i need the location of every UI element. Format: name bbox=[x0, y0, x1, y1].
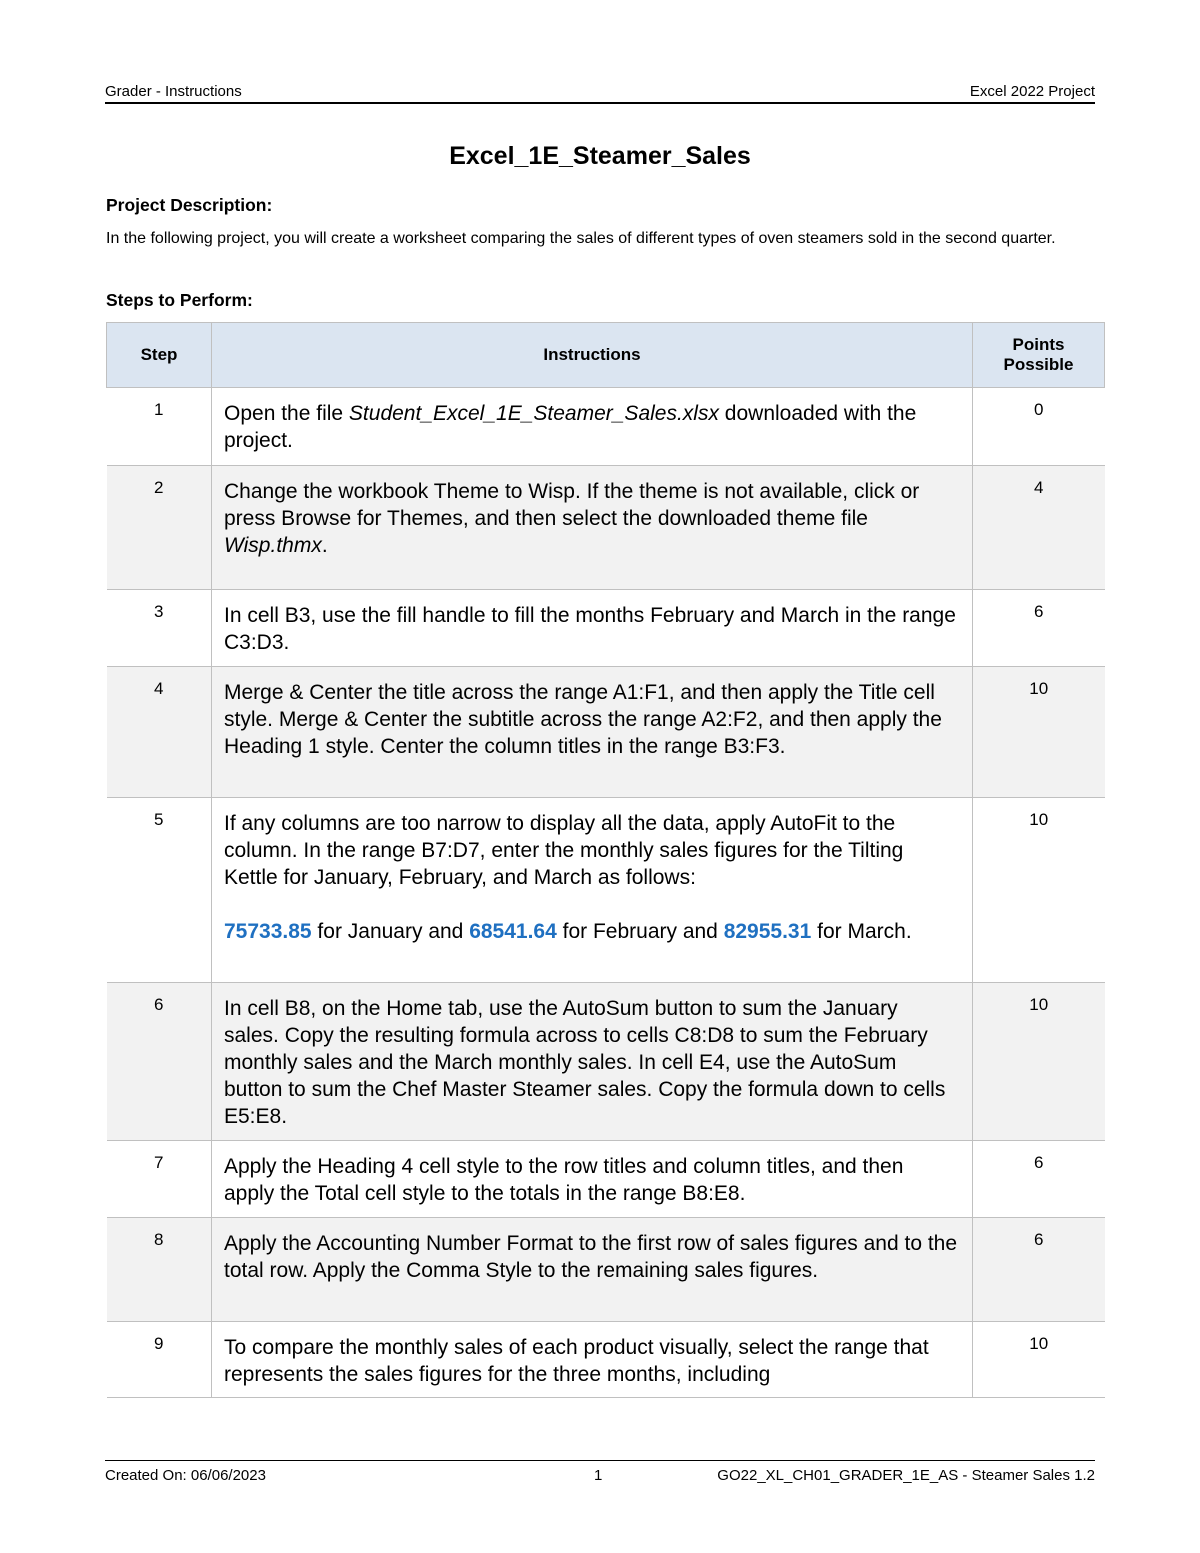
steps-label: Steps to Perform: bbox=[106, 290, 253, 310]
header-left: Grader - Instructions bbox=[105, 83, 242, 100]
step-instructions: Merge & Center the title across the range A1:F1, and then apply the Title cell style. Merge & Center the subtitle across the range A2:F2, and then apply the Heading 1 style. Center the column titles in the range B3:F3. bbox=[212, 667, 973, 798]
step-points: 6 bbox=[973, 590, 1105, 667]
step-number: 6 bbox=[107, 983, 212, 1141]
header-step: Step bbox=[107, 323, 212, 388]
table-row bbox=[107, 590, 1105, 667]
page-number: 1 bbox=[594, 1467, 603, 1484]
step-instructions: In cell B8, on the Home tab, use the AutoSum button to sum the January sales. Copy the resulting formula across to cells C8:D8 to sum the February monthly sales and the March monthly sales. In cell E4, use the AutoSum button to sum the Chef Master Steamer sales. Copy the formula down to cells E5:E8. bbox=[212, 983, 973, 1141]
header-right: Excel 2022 Project bbox=[969, 83, 1095, 100]
step-instructions bbox=[212, 388, 973, 466]
step-number: 8 bbox=[107, 1218, 212, 1322]
step-instructions bbox=[212, 466, 973, 590]
page-footer bbox=[105, 1460, 1095, 1485]
step-points: 6 bbox=[973, 1218, 1105, 1322]
step-instructions: To compare the monthly sales of each product visually, select the range that represents the sales figures for the three months, including bbox=[212, 1322, 973, 1398]
document-code: GO22_XL_CH01_GRADER_1E_AS - Steamer Sales 1.2 bbox=[717, 1467, 1095, 1484]
table-header-row bbox=[107, 323, 1105, 388]
table-row bbox=[107, 1218, 1105, 1322]
instruction-text: Open the file bbox=[224, 402, 349, 425]
header-points bbox=[973, 323, 1105, 388]
table-row bbox=[107, 983, 1105, 1141]
file-name: Wisp.thmx bbox=[224, 534, 322, 557]
step-points: 10 bbox=[973, 798, 1105, 983]
step-instructions: Apply the Heading 4 cell style to the row titles and column titles, and then apply the Total cell style to the totals in the range B8:E8. bbox=[212, 1141, 973, 1218]
step-number: 2 bbox=[107, 466, 212, 590]
header-instructions: Instructions bbox=[212, 323, 973, 388]
table-row bbox=[107, 466, 1105, 590]
project-description: In the following project, you will create a worksheet comparing the sales of different types of oven steamers sold in the second quarter. bbox=[106, 230, 1056, 247]
step-number: 7 bbox=[107, 1141, 212, 1218]
step-points: 10 bbox=[973, 983, 1105, 1141]
step-number: 3 bbox=[107, 590, 212, 667]
step-points: 4 bbox=[973, 466, 1105, 590]
created-on: Created On: 06/06/2023 bbox=[105, 1467, 266, 1484]
step-number: 9 bbox=[107, 1322, 212, 1398]
table-row bbox=[107, 1141, 1105, 1218]
header-points-label: Points Possible bbox=[1003, 335, 1074, 374]
step-instructions bbox=[212, 798, 973, 983]
document-title: Excel_1E_Steamer_Sales bbox=[449, 142, 751, 170]
instruction-text: If any columns are too narrow to display all the data, apply AutoFit to the column. In the range B7:D7, enter the monthly sales figures for the Tilting Kettle for January, February, and March as follows: bbox=[224, 812, 904, 889]
table-row bbox=[107, 1322, 1105, 1398]
instruction-text: downloaded with the project. bbox=[224, 402, 917, 452]
file-name: Student_Excel_1E_Steamer_Sales.xlsx bbox=[348, 402, 719, 425]
instruction-text: for March. bbox=[811, 920, 912, 943]
table-row bbox=[107, 798, 1105, 983]
project-description-label: Project Description: bbox=[106, 195, 273, 215]
step-number: 5 bbox=[107, 798, 212, 983]
january-value: 75733.85 bbox=[224, 920, 312, 943]
step-instructions: Apply the Accounting Number Format to the first row of sales figures and to the total row. Apply the Comma Style to the remaining sales figures. bbox=[212, 1218, 973, 1322]
table-row bbox=[107, 667, 1105, 798]
instruction-text: Change the workbook Theme to Wisp. If the theme is not available, click or press Browse for Themes, and then select the downloaded theme file bbox=[224, 480, 920, 530]
step-points: 6 bbox=[973, 1141, 1105, 1218]
page-header bbox=[105, 82, 1095, 104]
february-value: 68541.64 bbox=[469, 920, 557, 943]
step-instructions: In cell B3, use the fill handle to fill the months February and March in the range C3:D3. bbox=[212, 590, 973, 667]
table-row bbox=[107, 388, 1105, 466]
instruction-text: . bbox=[321, 534, 328, 557]
instruction-text: for January and bbox=[311, 920, 470, 943]
step-number: 4 bbox=[107, 667, 212, 798]
step-points: 0 bbox=[973, 388, 1105, 466]
instruction-text: for February and bbox=[556, 920, 724, 943]
step-points: 10 bbox=[973, 1322, 1105, 1398]
sales-values-line bbox=[224, 918, 958, 945]
step-number: 1 bbox=[107, 388, 212, 466]
steps-table bbox=[106, 322, 1105, 1398]
step-points: 10 bbox=[973, 667, 1105, 798]
march-value: 82955.31 bbox=[723, 920, 812, 943]
